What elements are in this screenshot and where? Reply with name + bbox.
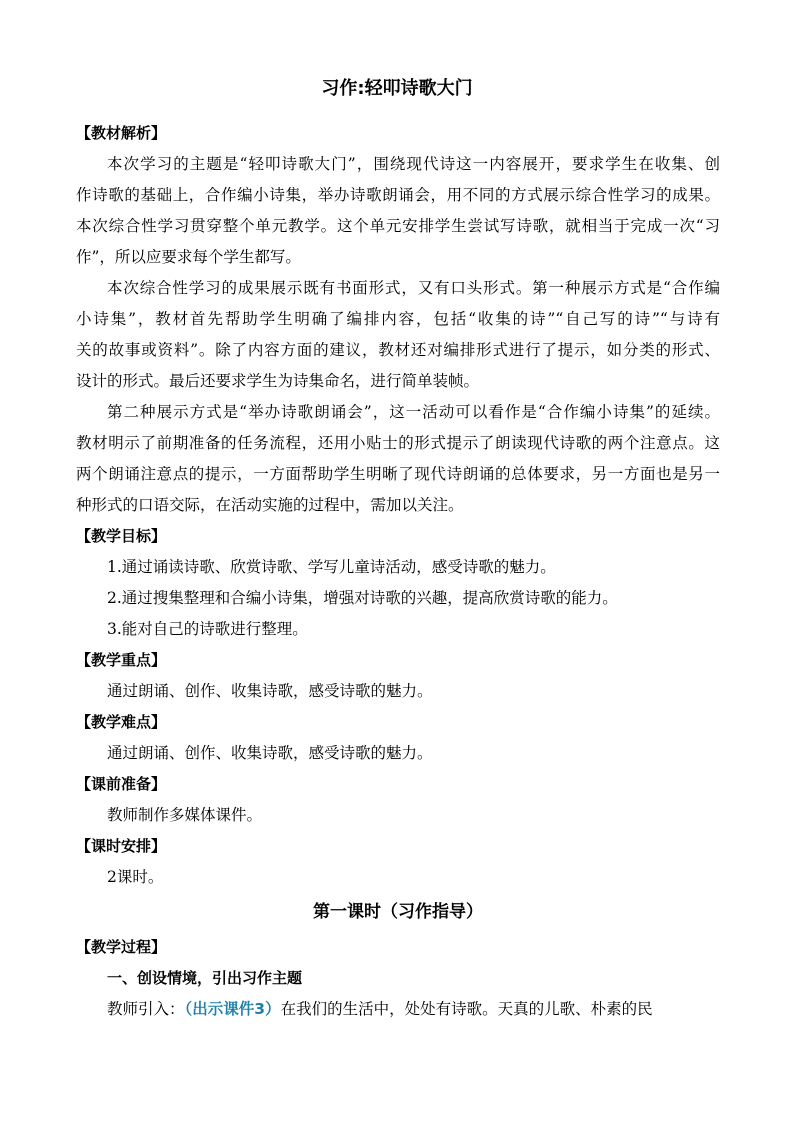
paragraph-line: 两个朗诵注意点的提示，一方面帮助学生明晰了现代诗朗诵的总体要求，另一方面也是另一 — [76, 465, 720, 483]
paragraph-line: 第二种展示方式是“举办诗歌朗诵会”，这一活动可以看作是“合作编小诗集”的延续。 — [107, 403, 720, 421]
section-heading-analysis: 【教材解析】 — [76, 124, 167, 142]
difficulties-text: 通过朗诵、创作、收集诗歌，感受诗歌的魅力。 — [107, 744, 433, 762]
paragraph-line: 教材明示了前期准备的任务流程，还用小贴士的形式提示了朗读现代诗歌的两个注意点。这 — [76, 434, 720, 452]
lesson-title: 第一课时（习作指导） — [313, 902, 483, 922]
section-heading-goals: 【教学目标】 — [76, 527, 167, 545]
section-heading-process: 【教学过程】 — [76, 938, 167, 956]
goal-item: 3.能对自己的诗歌进行整理。 — [107, 620, 308, 638]
section-heading-difficulties: 【教学难点】 — [76, 713, 167, 731]
paragraph-line: 种形式的口语交际，在活动实施的过程中，需加以关注。 — [76, 496, 464, 514]
intro-prefix: 教师引入： — [107, 1000, 185, 1018]
paragraph-line: 本次综合性学习贯穿整个单元教学。这个单元安排学生尝试写诗歌，就相当于完成一次“习 — [76, 217, 720, 235]
courseware-reference: （出示课件3） — [184, 1000, 281, 1018]
paragraph-line: 本次学习的主题是“轻叩诗歌大门”，围绕现代诗这一内容展开，要求学生在收集、创 — [107, 155, 720, 173]
paragraph-line: 小诗集”，教材首先帮助学生明确了编排内容，包括“收集的诗”“自己写的诗”“与诗有 — [76, 310, 720, 328]
section-heading-schedule: 【课时安排】 — [76, 837, 167, 855]
preparation-text: 教师制作多媒体课件。 — [107, 806, 263, 824]
paragraph-line: 作”，所以应要求每个学生都写。 — [76, 248, 301, 266]
paragraph-line: 本次综合性学习的成果展示既有书面形式，又有口头形式。第一种展示方式是“合作编 — [107, 279, 720, 297]
paragraph-line: 作诗歌的基础上，合作编小诗集，举办诗歌朗诵会，用不同的方式展示综合性学习的成果。 — [76, 186, 720, 204]
page-title: 习作:轻叩诗歌大门 — [321, 78, 473, 99]
goal-item: 2.通过搜集整理和合编小诗集，增强对诗歌的兴趣，提高欣赏诗歌的能力。 — [107, 589, 618, 607]
paragraph-line: 关的故事或资料”。除了内容方面的建议，教材还对编排形式进行了提示，如分类的形式、 — [76, 341, 720, 359]
paragraph-line: 设计的形式。最后还要求学生为诗集命名，进行简单装帧。 — [76, 372, 480, 390]
document-body — [76, 118, 720, 1025]
schedule-text: 2课时。 — [107, 868, 164, 886]
goal-item: 1.通过诵读诗歌、欣赏诗歌、学写儿童诗活动，感受诗歌的魅力。 — [107, 558, 556, 576]
intro-text: 在我们的生活中，处处有诗歌。天真的儿歌、朴素的民 — [280, 1000, 653, 1018]
subsection-heading: 一、创设情境，引出习作主题 — [107, 969, 303, 987]
section-heading-key-points: 【教学重点】 — [76, 651, 167, 669]
intro-paragraph — [76, 994, 720, 1025]
section-heading-preparation: 【课前准备】 — [76, 775, 167, 793]
key-points-text: 通过朗诵、创作、收集诗歌，感受诗歌的魅力。 — [107, 682, 433, 700]
